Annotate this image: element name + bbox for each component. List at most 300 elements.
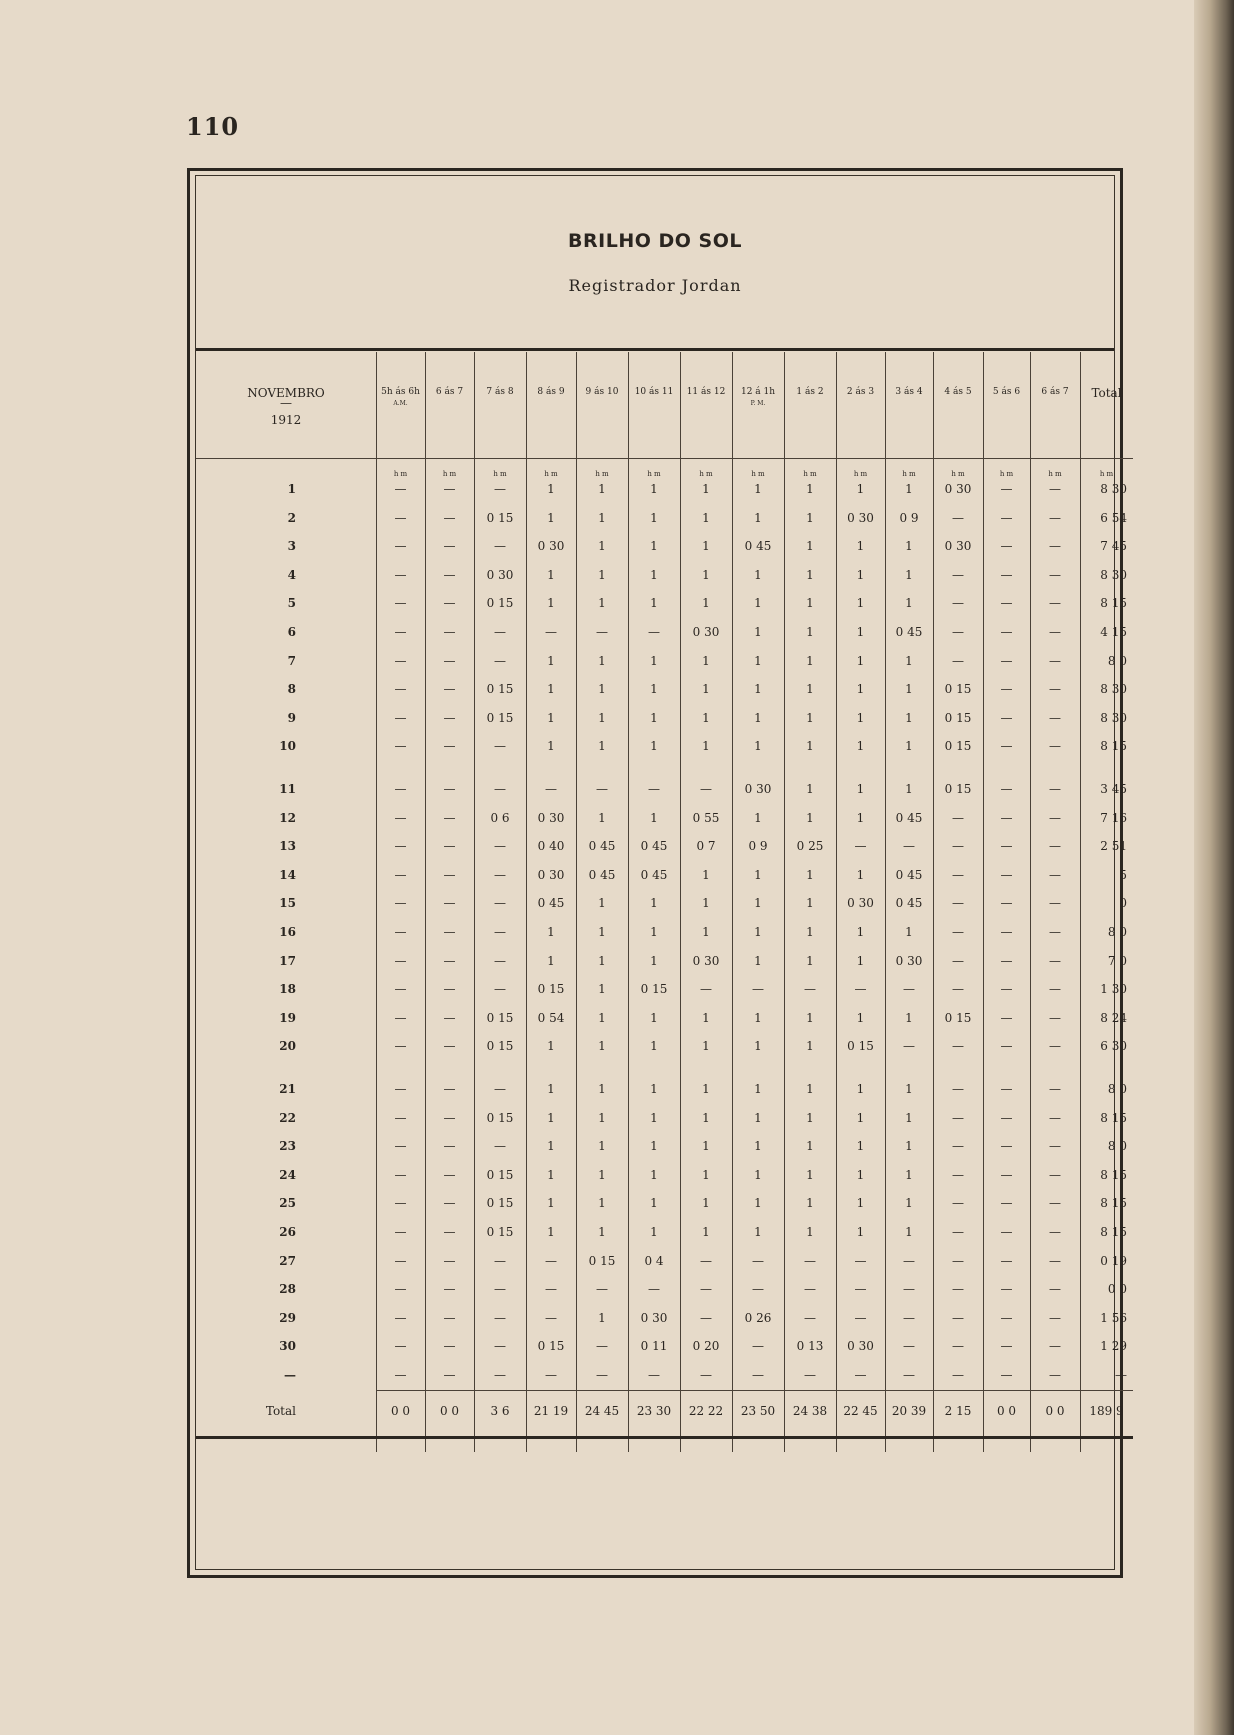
hour-cell: — — [752, 1339, 764, 1354]
hour-cell: — — [443, 1196, 456, 1211]
column-label: 2 ás 3 — [846, 387, 875, 397]
hour-cell: — — [1049, 1282, 1061, 1297]
hour-cell: 1 — [598, 1139, 606, 1154]
day-cell: 5 — [287, 596, 296, 611]
hour-cell: 1 — [598, 1225, 606, 1239]
hour-cell: — — [952, 1110, 964, 1125]
hour-cell: — — [545, 1282, 557, 1297]
hour-cell: 1 — [806, 896, 814, 911]
hour-cell: 1 — [702, 896, 710, 911]
hour-cell: 1 — [547, 1167, 555, 1182]
hour-cell: 0 30 — [692, 953, 720, 968]
hour-cell: 1 — [547, 1039, 555, 1054]
hour-cell: 1 — [547, 739, 555, 754]
hour-cell: — — [443, 953, 456, 968]
row-total-cell: — — [1115, 1368, 1127, 1382]
hour-cell: — — [1049, 510, 1061, 525]
hour-cell: 0 9 — [748, 839, 768, 854]
hour-cell: 1 — [856, 1139, 865, 1154]
hour-cell: — — [1000, 1339, 1013, 1354]
hour-cell: 1 — [754, 1082, 762, 1096]
totals-cell: 21 19 — [533, 1404, 569, 1418]
hour-cell: 1 — [905, 682, 913, 697]
hour-cell: — — [443, 1310, 456, 1325]
table-row — [196, 921, 1127, 943]
day-cell: 11 — [279, 782, 296, 796]
hour-cell: — — [494, 653, 506, 668]
row-total-cell: 8 0 — [1107, 653, 1127, 668]
hour-cell: — — [854, 982, 867, 997]
hour-cell: — — [952, 810, 964, 825]
row-total-cell: 8 15 — [1100, 1110, 1127, 1125]
hour-cell: — — [854, 1282, 867, 1297]
column-label: 11 ás 12 — [686, 387, 726, 397]
hour-cell: 1 — [856, 1010, 865, 1025]
hour-cell: — — [443, 625, 456, 639]
hour-cell: — — [443, 867, 456, 882]
hour-cell: 1 — [806, 653, 814, 668]
hour-cell: 1 — [702, 925, 710, 939]
day-cell: 16 — [279, 925, 296, 939]
hour-cell: 1 — [650, 810, 658, 825]
hour-cell: — — [1000, 896, 1013, 911]
hour-cell: 1 — [806, 596, 814, 611]
hour-cell: — — [952, 653, 964, 668]
hour-cell: 1 — [856, 539, 865, 554]
hour-cell: 1 — [547, 925, 555, 939]
hour-cell: — — [394, 1039, 407, 1054]
hour-cell: — — [443, 682, 456, 697]
hour-cell: 1 — [702, 1110, 710, 1125]
hour-cell: — — [854, 839, 867, 854]
hour-cell: 1 — [650, 1010, 658, 1025]
hour-cell: 1 — [702, 1167, 710, 1182]
hour-cell: — — [596, 1282, 608, 1297]
table-row — [196, 1335, 1127, 1357]
hour-cell: 1 — [650, 1225, 658, 1239]
hour-cell: 1 — [905, 567, 913, 582]
hour-cell: 1 — [650, 1110, 658, 1125]
hour-cell: — — [1049, 1339, 1061, 1354]
hour-cell: — — [394, 1253, 407, 1268]
table-row — [196, 650, 1127, 672]
unit-label: h m — [1099, 470, 1114, 478]
day-cell: 7 — [287, 653, 296, 668]
table-row — [196, 507, 1127, 529]
hour-cell: — — [394, 1368, 407, 1382]
hour-cell: 1 — [547, 953, 555, 968]
hour-cell: — — [952, 896, 964, 911]
hour-cell: — — [952, 867, 964, 882]
hour-cell: 1 — [905, 710, 913, 725]
hour-cell: — — [1049, 567, 1061, 582]
column-label: 6 ás 7 — [1041, 387, 1069, 397]
hour-cell: 1 — [754, 896, 762, 911]
hour-cell: 0 30 — [640, 1310, 668, 1325]
hour-cell: — — [394, 867, 407, 882]
hour-cell: 1 — [598, 810, 606, 825]
column-sublabel: A.M. — [393, 400, 408, 407]
hour-cell: — — [903, 839, 915, 854]
day-cell: 8 — [287, 682, 296, 697]
day-cell: 4 — [287, 567, 296, 582]
hour-cell: — — [804, 1253, 816, 1268]
hour-cell: — — [1049, 682, 1061, 697]
unit-label: h m — [803, 470, 817, 478]
hour-cell: — — [1049, 1039, 1061, 1054]
hour-cell: 1 — [754, 1196, 762, 1211]
hour-cell: — — [494, 482, 506, 496]
hour-cell: 0 45 — [640, 867, 668, 882]
hour-cell: 1 — [598, 1196, 606, 1211]
hour-cell: — — [394, 1225, 407, 1239]
hour-cell: — — [752, 1282, 764, 1297]
hour-cell: — — [1000, 839, 1013, 854]
hour-cell: 1 — [702, 710, 710, 725]
table-row — [196, 807, 1127, 829]
hour-cell: — — [1000, 1225, 1013, 1239]
hour-cell: 1 — [650, 1196, 658, 1211]
hour-cell: — — [443, 1139, 456, 1154]
day-cell: 20 — [279, 1039, 296, 1054]
hour-cell: 1 — [905, 596, 913, 611]
hour-cell: — — [1000, 925, 1013, 939]
hour-cell: — — [804, 1310, 816, 1325]
hour-cell: — — [952, 1082, 964, 1096]
hour-cell: — — [1000, 810, 1013, 825]
hour-cell: 0 45 — [744, 539, 772, 554]
row-total-cell: 3 45 — [1100, 782, 1127, 796]
hour-cell: — — [443, 653, 456, 668]
hour-cell: — — [648, 782, 660, 796]
hour-cell: — — [1000, 482, 1013, 496]
hour-cell: — — [1049, 596, 1061, 611]
hour-cell: — — [1000, 739, 1013, 754]
hour-cell: — — [1049, 539, 1061, 554]
hour-cell: — — [1049, 1167, 1061, 1182]
totals-cell: 24 38 — [792, 1404, 828, 1418]
hour-cell: 1 — [754, 482, 762, 496]
hour-cell: — — [952, 1253, 964, 1268]
hour-cell: — — [494, 1310, 506, 1325]
hour-cell: 0 30 — [944, 482, 972, 496]
hour-cell: — — [1000, 1039, 1013, 1054]
totals-cell: 3 6 — [490, 1404, 510, 1418]
hour-cell: 1 — [650, 925, 658, 939]
hour-cell: 1 — [754, 1010, 762, 1025]
hour-cell: — — [394, 1110, 407, 1125]
hour-cell: 1 — [598, 1167, 606, 1182]
totals-cell: 23 30 — [636, 1404, 672, 1418]
hour-cell: — — [394, 510, 407, 525]
hour-cell: — — [1049, 710, 1061, 725]
table-row — [196, 592, 1127, 614]
table-row — [196, 535, 1127, 557]
month-header — [196, 352, 376, 457]
hour-cell: — — [1049, 1225, 1061, 1239]
hour-cell: 0 30 — [944, 539, 972, 554]
totals-cell: 22 45 — [843, 1404, 878, 1418]
hour-cell: — — [903, 1339, 915, 1354]
hour-cell: — — [596, 625, 608, 639]
hour-cell: 0 15 — [944, 1010, 972, 1025]
table-row — [196, 1278, 1127, 1300]
hour-cell: — — [1049, 896, 1061, 911]
hour-cell: — — [903, 1253, 915, 1268]
hour-cell: — — [1049, 1310, 1061, 1325]
hour-cell: 1 — [598, 567, 606, 582]
hour-cell: — — [700, 1368, 712, 1382]
totals-cell: 24 45 — [584, 1404, 620, 1418]
column-header-1 — [376, 352, 425, 457]
table-row — [196, 1250, 1127, 1272]
totals-cell: 0 0 — [439, 1404, 460, 1418]
row-total-cell: 1 29 — [1100, 1339, 1127, 1354]
hour-cell: 1 — [806, 1139, 814, 1154]
hour-cell: — — [443, 896, 456, 911]
total-header — [1080, 352, 1133, 457]
column-header-14 — [1030, 352, 1080, 457]
hour-cell: — — [952, 1310, 964, 1325]
unit-label: h m — [1048, 470, 1062, 478]
row-total-cell: 8 30 — [1100, 710, 1127, 725]
hour-cell: 1 — [598, 982, 606, 997]
hour-cell: — — [1049, 982, 1061, 997]
hour-cell: 1 — [905, 1110, 913, 1125]
hour-cell: 1 — [806, 1167, 814, 1182]
hour-cell: — — [443, 925, 456, 939]
hour-cell: — — [596, 782, 608, 796]
hour-cell: 0 30 — [847, 510, 874, 525]
hour-cell: — — [903, 1368, 915, 1382]
page-subtitle: Registrador Jordan — [568, 276, 742, 295]
column-header-6 — [628, 352, 680, 457]
hour-cell: — — [394, 1082, 407, 1096]
hour-cell: 1 — [598, 510, 606, 525]
hour-cell: 1 — [754, 1110, 762, 1125]
column-header-12 — [933, 352, 983, 457]
hour-cell: — — [494, 1082, 506, 1096]
hour-cell: 0 30 — [847, 1339, 874, 1354]
hour-cell: 1 — [806, 1196, 814, 1211]
hour-cell: — — [443, 710, 456, 725]
hour-cell: — — [952, 510, 964, 525]
row-total-cell: 6 30 — [1100, 1039, 1127, 1054]
unit-label: h m — [647, 470, 661, 478]
hour-cell: — — [1049, 953, 1061, 968]
hour-cell: — — [952, 1139, 964, 1154]
year-label: 1912 — [270, 413, 302, 427]
row-total-cell: 0 19 — [1100, 1253, 1127, 1268]
hour-cell: — — [443, 1339, 456, 1354]
column-header-3 — [474, 352, 526, 457]
page-number: 110 — [186, 112, 240, 141]
hour-cell: 1 — [856, 739, 865, 754]
hour-cell: — — [1049, 1196, 1061, 1211]
row-total-cell: 8 0 — [1107, 1082, 1127, 1096]
table-row — [196, 1135, 1127, 1157]
hour-cell: — — [394, 1339, 407, 1354]
hour-cell: — — [1049, 482, 1061, 496]
row-total-cell: 1 30 — [1100, 982, 1127, 997]
hour-cell: — — [394, 653, 407, 668]
hour-cell: 1 — [547, 1139, 555, 1154]
table-row — [196, 707, 1127, 729]
day-cell: 9 — [287, 710, 296, 725]
day-cell: 13 — [279, 839, 296, 854]
hour-cell: 1 — [598, 596, 606, 611]
hour-cell: 1 — [702, 1010, 710, 1025]
hour-cell: 1 — [702, 867, 710, 882]
hour-cell: 1 — [905, 1225, 913, 1239]
hour-cell: — — [952, 1368, 964, 1382]
hour-cell: — — [1049, 925, 1061, 939]
hour-cell: 1 — [547, 482, 555, 496]
hour-cell: 1 — [650, 596, 658, 611]
hour-cell: — — [1000, 1139, 1013, 1154]
hour-cell: 1 — [856, 1082, 865, 1096]
hour-cell: 0 15 — [486, 1110, 514, 1125]
hour-cell: 1 — [905, 739, 913, 754]
hour-cell: — — [1049, 810, 1061, 825]
day-cell: 29 — [279, 1310, 296, 1325]
hour-cell: — — [1000, 1110, 1013, 1125]
total-header-label: Total — [1091, 386, 1122, 400]
hour-cell: — — [700, 782, 712, 796]
row-total-cell: 2 51 — [1100, 839, 1127, 854]
hour-cell: 1 — [598, 896, 606, 911]
row-total-cell: 8 30 — [1100, 482, 1127, 496]
hour-cell: — — [443, 839, 456, 854]
hour-cell: — — [1000, 510, 1013, 525]
hour-cell: — — [952, 839, 964, 854]
hour-cell: — — [1049, 1082, 1061, 1096]
hour-cell: — — [700, 982, 712, 997]
hour-cell: 0 11 — [640, 1339, 668, 1354]
hour-cell: 1 — [702, 482, 710, 496]
column-sublabel: P. M. — [750, 400, 766, 407]
hour-cell: — — [443, 567, 456, 582]
hour-cell: 0 15 — [486, 1196, 514, 1211]
hour-cell: — — [545, 1310, 557, 1325]
hour-cell: — — [394, 782, 407, 796]
unit-label: h m — [853, 470, 868, 478]
hour-cell: — — [1049, 782, 1061, 796]
hour-cell: 1 — [905, 653, 913, 668]
hour-cell: — — [443, 1110, 456, 1125]
table-row — [196, 1007, 1127, 1029]
hour-cell: 1 — [598, 739, 606, 754]
hour-cell: 1 — [702, 596, 710, 611]
hour-cell: 1 — [650, 653, 658, 668]
hour-cell: 1 — [547, 1225, 555, 1239]
day-cell: 23 — [279, 1139, 296, 1154]
hour-cell: 1 — [905, 782, 913, 796]
totals-row — [196, 1400, 1124, 1422]
hour-cell: 0 30 — [537, 810, 565, 825]
hour-cell: 1 — [598, 653, 606, 668]
table-row — [196, 621, 1127, 643]
day-cell: 25 — [279, 1196, 296, 1211]
hour-cell: 1 — [702, 1082, 710, 1096]
hour-cell: — — [903, 1039, 915, 1054]
hour-cell: 1 — [856, 482, 865, 496]
hour-cell: 1 — [650, 682, 658, 697]
hour-cell: 1 — [754, 510, 762, 525]
hour-cell: — — [443, 739, 456, 754]
column-label: 10 ás 11 — [634, 387, 674, 397]
hour-cell: — — [394, 625, 407, 639]
hour-cell: 1 — [806, 782, 814, 796]
hour-cell: — — [443, 1039, 456, 1054]
hour-cell: — — [804, 982, 816, 997]
hour-cell: 1 — [547, 1110, 555, 1125]
hour-cell: — — [394, 839, 407, 854]
column-label: 4 ás 5 — [944, 387, 972, 397]
unit-label: h m — [595, 470, 609, 478]
header-separator — [196, 458, 1133, 459]
table-row — [196, 864, 1127, 886]
hour-cell: — — [854, 1253, 867, 1268]
hour-cell: 1 — [547, 1196, 555, 1211]
hour-cell: 1 — [702, 653, 710, 668]
hour-cell: — — [903, 1282, 915, 1297]
hour-cell: — — [952, 982, 964, 997]
hour-cell: — — [394, 1139, 407, 1154]
day-cell: 15 — [279, 896, 296, 911]
column-label: 8 ás 9 — [537, 387, 565, 397]
hour-cell: 1 — [702, 739, 710, 754]
hour-cell: 1 — [598, 710, 606, 725]
column-label: 6 ás 7 — [435, 387, 464, 397]
hour-cell: — — [443, 982, 456, 997]
day-cell: — — [284, 1368, 296, 1382]
day-cell: 12 — [279, 810, 296, 825]
row-total-cell: 0 0 — [1107, 1282, 1127, 1297]
table-row — [196, 1192, 1127, 1214]
hour-cell: — — [443, 1167, 456, 1182]
hour-cell: — — [1000, 539, 1013, 554]
hour-cell: 0 54 — [537, 1010, 565, 1025]
hour-cell: — — [494, 739, 506, 754]
hour-cell: 1 — [702, 1039, 710, 1054]
unit-label: h m — [393, 470, 408, 478]
table-bottom-rule — [196, 1436, 1133, 1439]
hour-cell: 0 20 — [692, 1339, 720, 1354]
totals-cell: 22 22 — [688, 1404, 724, 1418]
hour-cell: 1 — [856, 625, 865, 639]
day-cell: 3 — [287, 539, 296, 554]
hour-cell: 0 9 — [899, 510, 919, 525]
row-total-cell: 8 0 — [1107, 1139, 1127, 1154]
row-total-cell: 0 — [1119, 896, 1127, 911]
hour-cell: — — [952, 1339, 964, 1354]
hour-cell: — — [1000, 567, 1013, 582]
hour-cell: — — [494, 1282, 506, 1297]
hour-cell: — — [443, 1010, 456, 1025]
hour-cell: — — [1049, 1010, 1061, 1025]
hour-cell: — — [596, 1368, 608, 1382]
hour-cell: — — [394, 982, 407, 997]
hour-cell: — — [1000, 782, 1013, 796]
hour-cell: — — [394, 925, 407, 939]
day-cell: 27 — [279, 1253, 296, 1268]
day-cell: 21 — [279, 1082, 296, 1096]
day-cell: 19 — [279, 1010, 296, 1025]
hour-cell: — — [394, 810, 407, 825]
hour-cell: 0 13 — [796, 1339, 824, 1354]
unit-label: h m — [544, 470, 558, 478]
